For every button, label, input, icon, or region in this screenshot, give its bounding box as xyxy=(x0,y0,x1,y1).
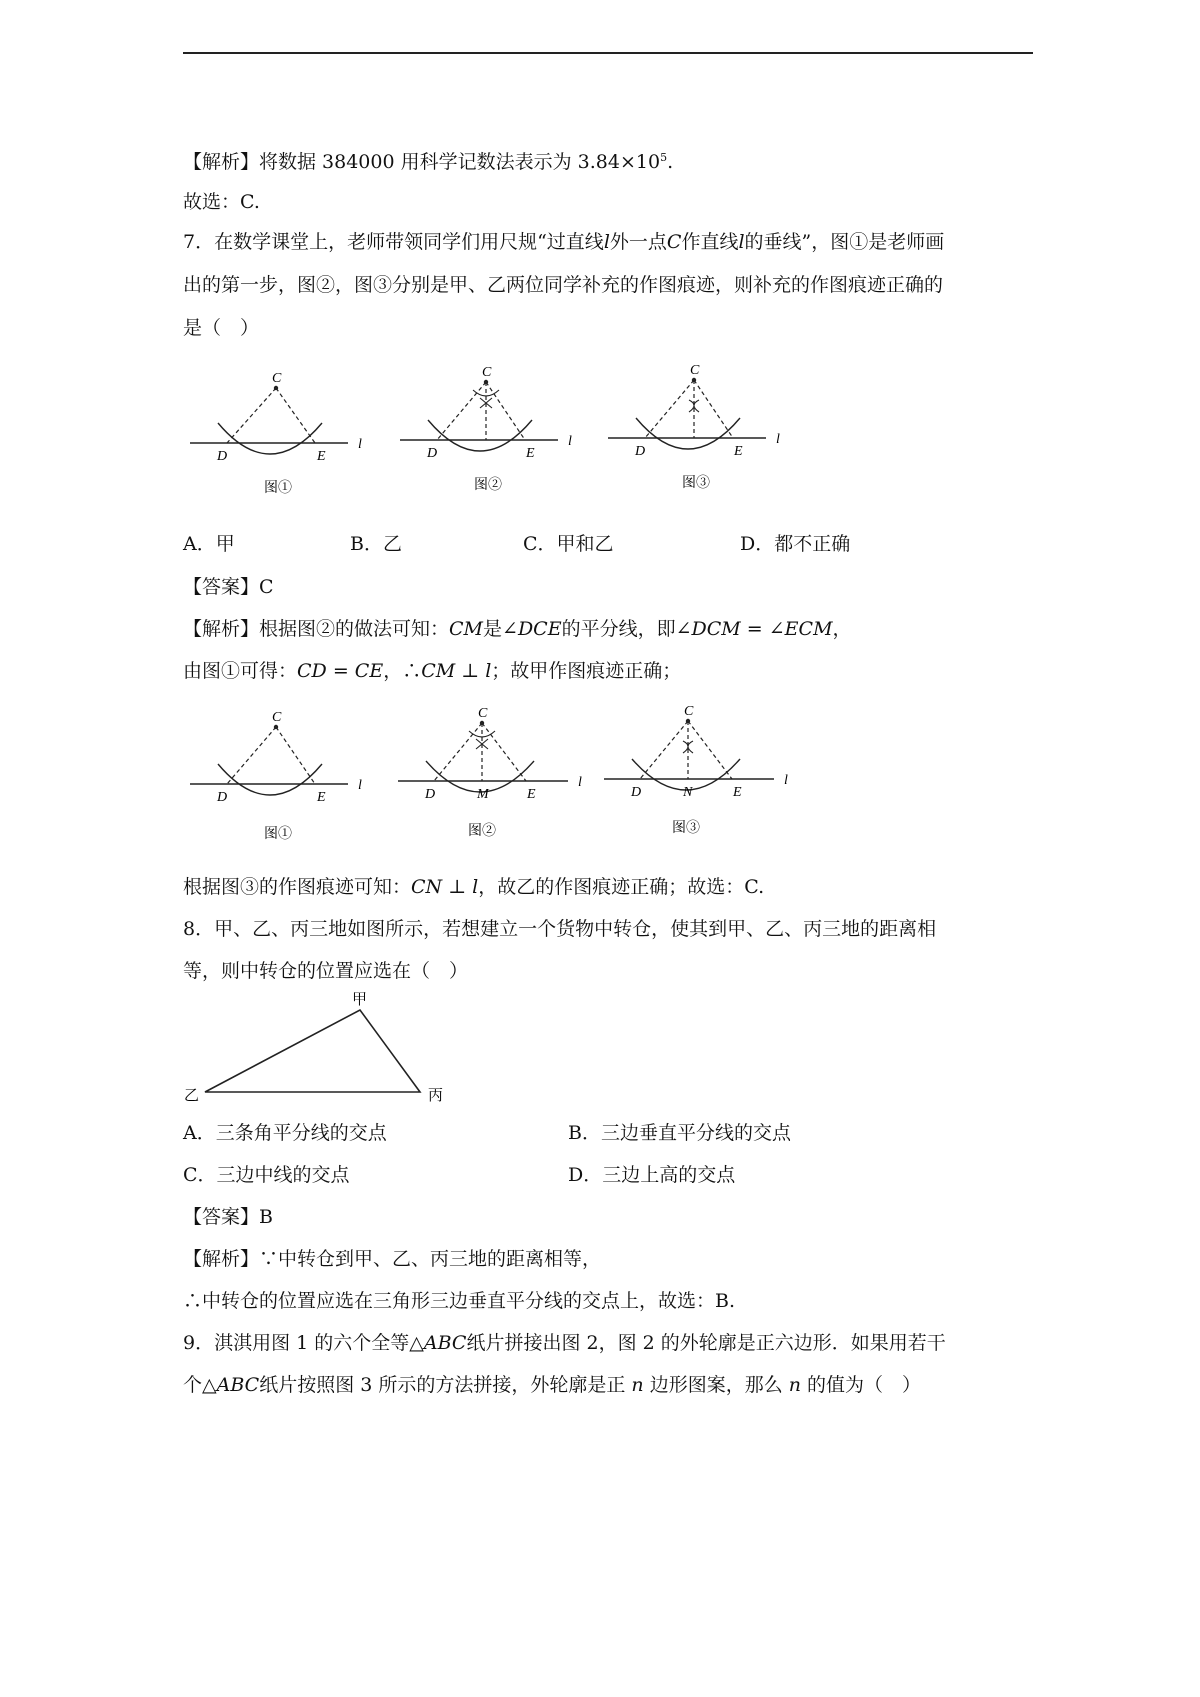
q8-option-d: D．三边上高的交点 xyxy=(568,1164,736,1186)
svg-text:D: D xyxy=(631,785,642,800)
svg-text:l: l xyxy=(358,437,362,452)
q8-option-c: C．三边中线的交点 xyxy=(183,1164,350,1186)
svg-text:图②: 图② xyxy=(474,478,502,493)
svg-text:l: l xyxy=(358,778,362,793)
svg-text:D: D xyxy=(217,790,228,805)
q8-analysis-line1: 【解析】∵中转仓到甲、乙、丙三地的距离相等， xyxy=(183,1248,602,1270)
q7-analysis-figure-3 xyxy=(604,705,788,836)
svg-text:D: D xyxy=(427,446,438,461)
svg-text:C: C xyxy=(482,365,492,380)
svg-text:E: E xyxy=(527,787,536,802)
q8-option-b: B．三边垂直平分线的交点 xyxy=(568,1122,791,1144)
q7-analysis-figure-1 xyxy=(190,710,362,842)
q7-answer: 【答案】C xyxy=(183,576,274,598)
svg-text:E: E xyxy=(317,449,326,464)
q7-option-d: D．都不正确 xyxy=(740,533,851,555)
svg-text:C: C xyxy=(690,363,700,378)
q9-stem-line1: 9．淇淇用图 1 的六个全等△ABC纸片拼接出图 2，图 2 的外轮廓是正六边形．如果用若干 xyxy=(183,1332,946,1354)
q7-option-b: B．乙 xyxy=(350,533,402,555)
q8-triangle-figure xyxy=(180,990,470,1110)
svg-text:E: E xyxy=(734,444,743,459)
svg-text:C: C xyxy=(684,705,694,719)
q7-analysis-line2: 由图①可得：CD = CE，∴CM ⊥ l；故甲作图痕迹正确； xyxy=(183,660,682,682)
q7-option-a: A．甲 xyxy=(183,533,235,555)
header-rule xyxy=(183,52,1033,54)
q7-option-c: C．甲和乙 xyxy=(523,533,614,555)
q9-stem-line2: 个△ABC纸片按照图 3 所示的方法拼接，外轮廓是正 n 边形图案，那么 n 的值为（ ） xyxy=(183,1374,922,1396)
q8-analysis-line2: ∴中转仓的位置应选在三角形三边垂直平分线的交点上，故选：B. xyxy=(183,1290,736,1312)
svg-text:l: l xyxy=(568,434,572,449)
svg-text:D: D xyxy=(217,449,228,464)
q8-stem-line1: 8．甲、乙、丙三地如图所示，若想建立一个货物中转仓，使其到甲、乙、丙三地的距离相 xyxy=(183,918,937,940)
svg-text:E: E xyxy=(733,785,742,800)
svg-text:丙: 丙 xyxy=(428,1088,444,1104)
q7-stem-line2: 出的第一步，图②，图③分别是甲、乙两位同学补充的作图痕迹，则补充的作图痕迹正确的 xyxy=(183,274,944,296)
q7-stem-line3: 是（ ） xyxy=(183,317,260,339)
q7-stem-line1: 7．在数学课堂上，老师带领同学们用尺规“过直线l外一点C作直线l的垂线”，图①是老师画 xyxy=(183,231,945,253)
svg-text:图③: 图③ xyxy=(672,821,700,836)
q8-stem-line2: 等，则中转仓的位置应选在（ ） xyxy=(183,960,469,982)
q7-figure-1 xyxy=(190,371,362,496)
svg-text:图③: 图③ xyxy=(682,476,710,491)
svg-text:D: D xyxy=(425,787,436,802)
svg-text:D: D xyxy=(635,444,646,459)
q7-figures-row1 xyxy=(180,360,800,500)
svg-text:E: E xyxy=(526,446,535,461)
svg-text:图①: 图① xyxy=(264,827,292,842)
svg-text:l: l xyxy=(784,773,788,788)
svg-text:E: E xyxy=(317,790,326,805)
q7-analysis-figure-2 xyxy=(398,706,582,839)
q7-figure-3 xyxy=(608,363,780,491)
q8-answer: 【答案】B xyxy=(183,1206,273,1228)
q7-analysis-line3: 根据图③的作图痕迹可知：CN ⊥ l，故乙的作图痕迹正确；故选：C. xyxy=(183,876,765,898)
q6-analysis: 【解析】将数据 384000 用科学记数法表示为 $3.84\times 10^5$. xyxy=(183,151,674,173)
svg-text:N: N xyxy=(683,785,693,800)
q8-option-a: A．三条角平分线的交点 xyxy=(183,1122,387,1144)
svg-text:l: l xyxy=(578,775,582,790)
svg-text:乙: 乙 xyxy=(184,1088,200,1104)
svg-text:图①: 图① xyxy=(264,481,292,496)
q7-analysis-line1: 【解析】根据图②的做法可知：CM是∠DCE的平分线，即∠DCM = ∠ECM， xyxy=(183,618,852,640)
svg-text:C: C xyxy=(272,710,282,725)
q7-figures-row2 xyxy=(180,705,800,845)
svg-text:C: C xyxy=(478,706,488,721)
q6-choice: 故选：C. xyxy=(183,191,260,213)
triangle xyxy=(205,1010,420,1092)
svg-text:C: C xyxy=(272,371,282,386)
svg-text:l: l xyxy=(776,432,780,447)
svg-text:甲: 甲 xyxy=(352,992,368,1008)
q7-figure-2 xyxy=(400,365,572,493)
svg-text:图②: 图② xyxy=(468,824,496,839)
svg-text:M: M xyxy=(477,787,489,802)
